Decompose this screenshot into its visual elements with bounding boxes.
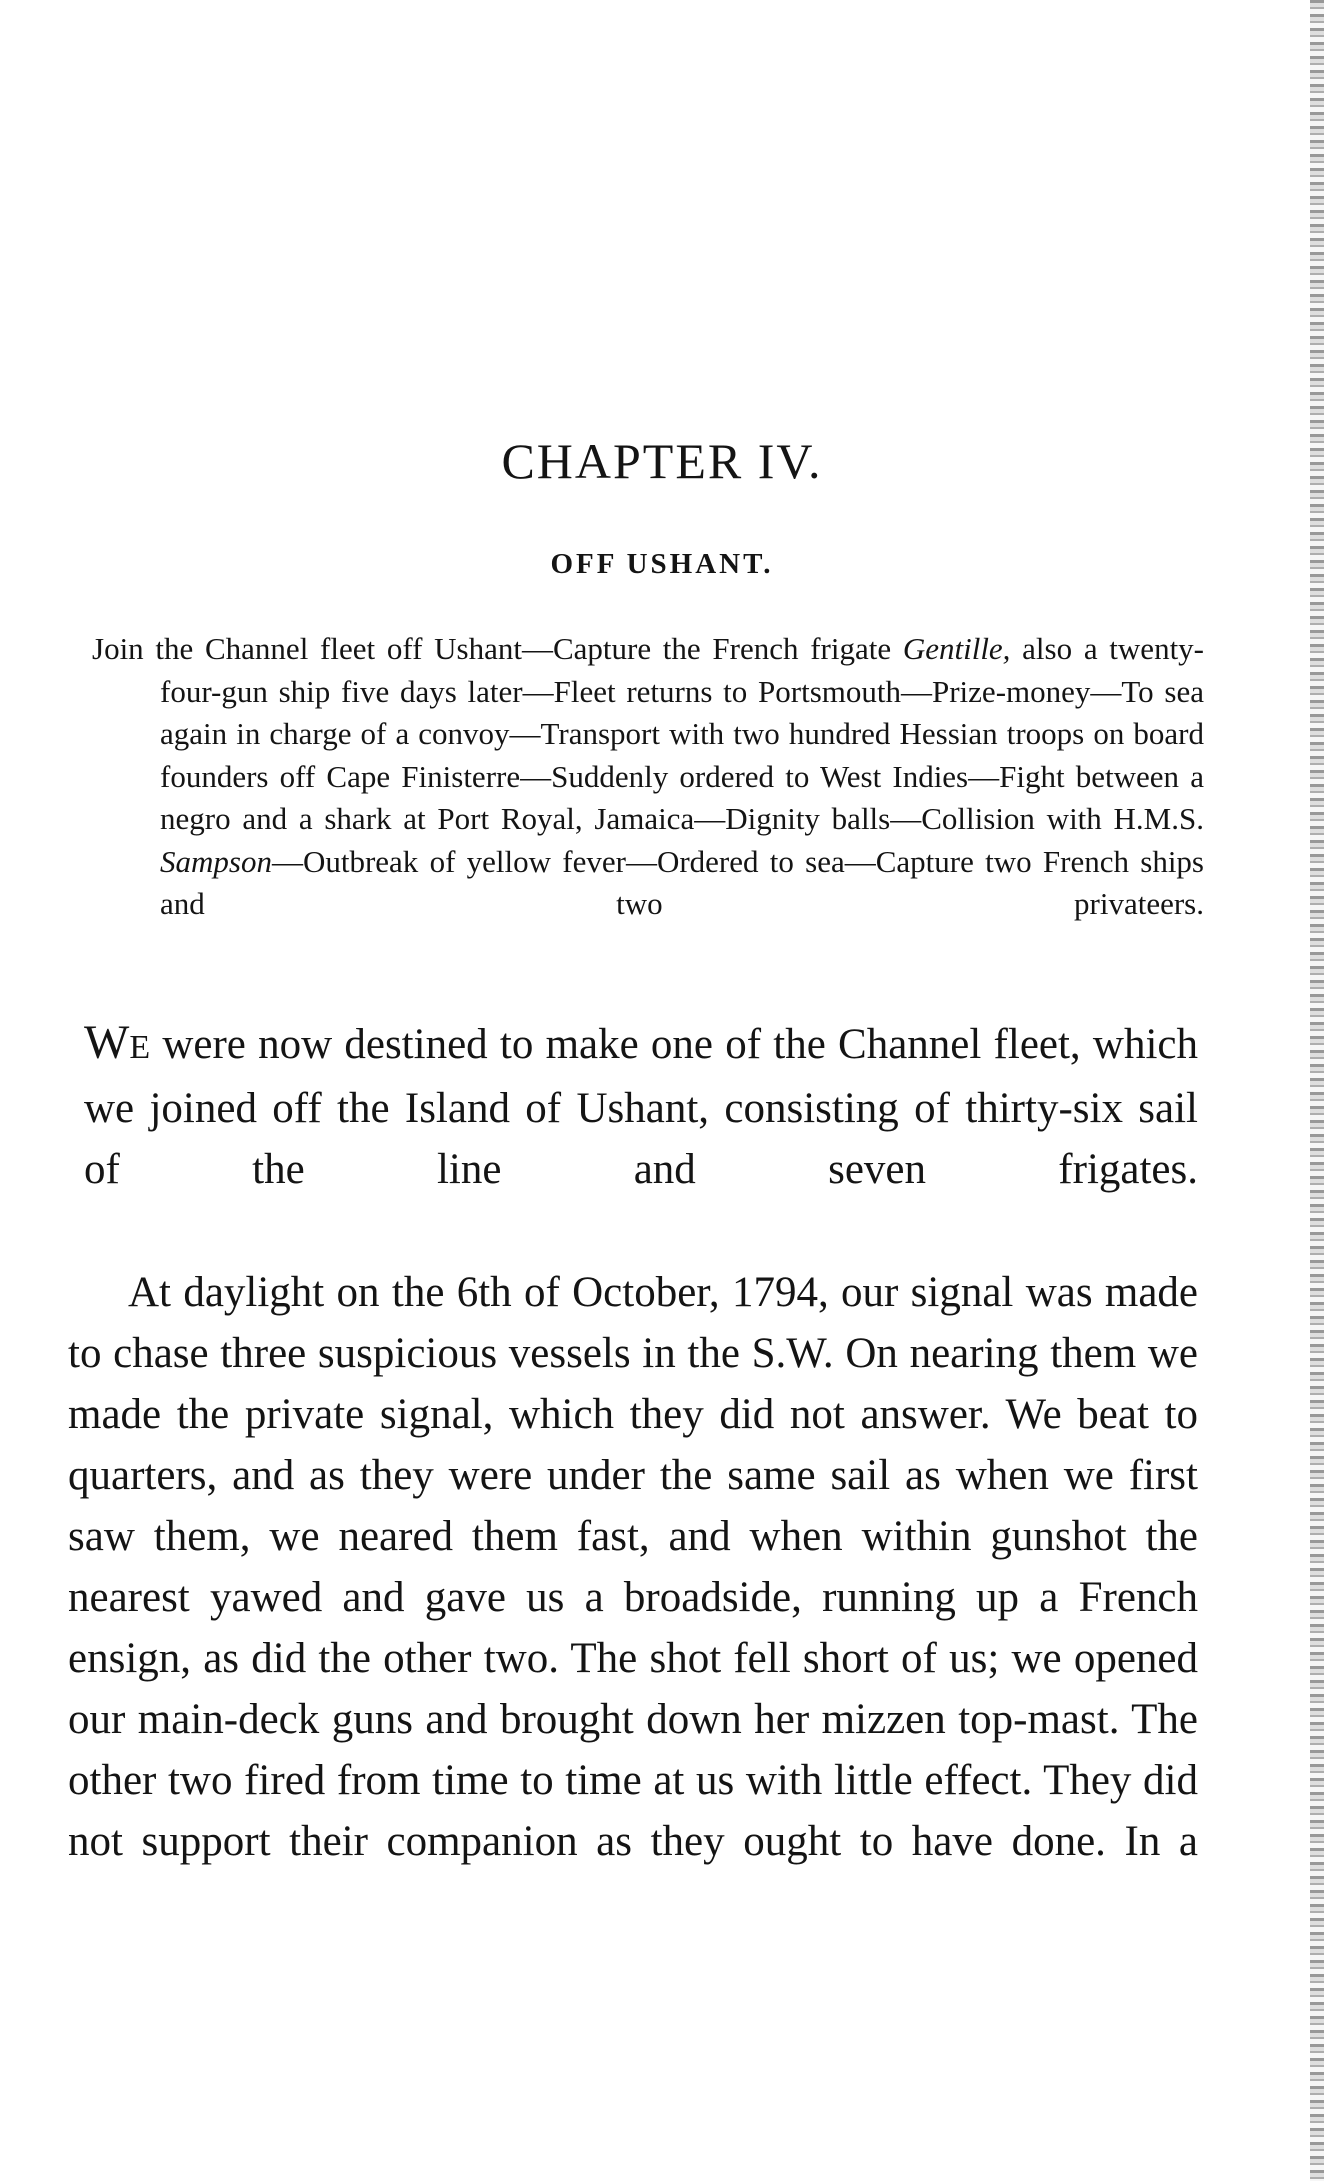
chapter-synopsis [92, 628, 1204, 926]
chapter-title: CHAPTER IV. [501, 433, 823, 489]
paragraph-1-smallcap: E [129, 1029, 151, 1066]
page-edge-shadow [1310, 0, 1324, 2181]
synopsis-text-3: —Outbreak of yellow fever—Ordered to sea—Capture two French ships and two privateers. [160, 843, 1204, 921]
paragraph-1 [84, 1012, 1198, 1200]
paragraph-1-initial: W [84, 1016, 130, 1069]
synopsis-ship-sampson: Sampson [160, 843, 272, 879]
synopsis-ship-gentille: Gentille, [902, 631, 1011, 666]
synopsis-text-2: also a twenty-four-gun ship five days later—Fleet returns to Portsmouth—Prize-money—To sea again in charge of a convoy—Transport with two hundred Hessian troops on board founders off Cape Finisterre—Suddenly ordered to West Indies—Fight between a negro and a shark at Port Royal, Jamaica—Dignity balls—Collision with H.M.S. [160, 631, 1205, 836]
paragraph-2: At daylight on the 6th of October, 1794, our signal was made to chase three suspicious vessels in the S.W. On nearing them we made the private signal, which they did not answer. We beat to quarters, and as they were under the same sail as when we first saw them, we neared them fast, and when within gunshot the nearest yawed and gave us a broadside, running up a French ensign, as did the other two. The shot fell short of us; we opened our main-deck guns and brought down her mizzen top-mast. The other two fired from time to time at us with little effect. They did not support their companion as they ought to have done. In a [68, 1269, 1198, 1865]
paragraph-1-text: were now destined to make one of the Channel fleet, which we joined off the Island of Ushant, consisting of thirty-six sail of the line and seven frigates. [84, 1021, 1198, 1193]
chapter-subtitle: OFF USHANT. [550, 548, 774, 580]
synopsis-text-1: Join the Channel fleet off Ushant—Capture the French frigate [92, 631, 903, 666]
